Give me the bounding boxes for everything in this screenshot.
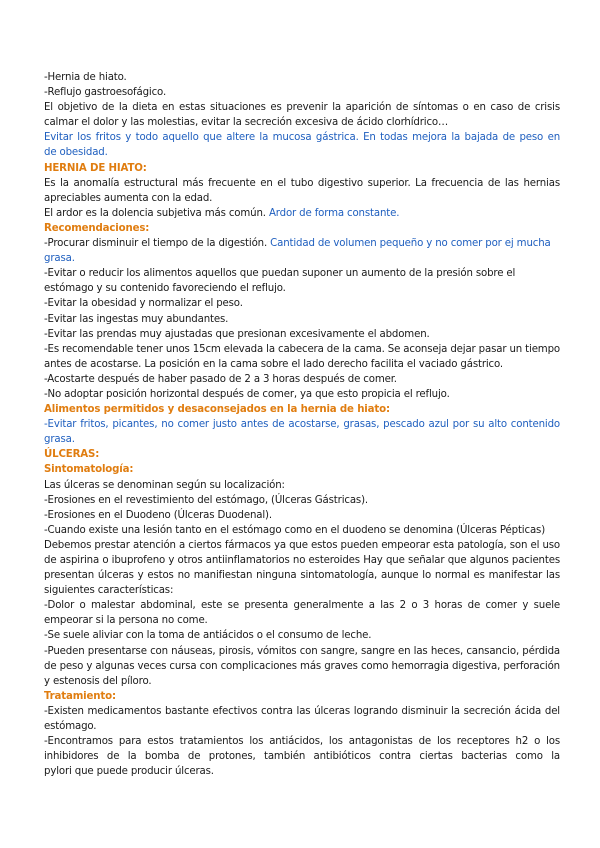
paragraph-line: Las úlceras se denominan según su localización: <box>44 479 285 491</box>
section-heading-alimentos: Alimentos permitidos y desaconsejados en la hernia de hiato: <box>44 404 390 416</box>
list-item: -Hernia de hiato. <box>44 72 127 83</box>
list-item-text: -Procurar disminuir el tiempo de la digestión. <box>44 238 268 250</box>
list-item: -Existen medicamentos bastante efectivos contra las úlceras logrando disminuir la secreción ácida del <box>44 705 560 717</box>
paragraph-line: Debemos prestar atención a ciertos fármacos ya que estos pueden empeorar esta patología, son el uso <box>44 539 560 551</box>
paragraph-line: de aspirina o ibuprofeno y otros antiinflamatorios no esteroides Hay que señalar que algunos pacientes <box>44 555 560 566</box>
paragraph-line: presentan úlceras y estos no manifiestan ninguna sintomatología, aunque lo normal es manifestar las <box>44 570 560 582</box>
list-item: -Evitar o reducir los alimentos aquellos que puedan suponer un aumento de la presión sobre el <box>44 268 516 280</box>
list-item: -Encontramos para estos tratamientos los antiácidos, los antagonistas de los receptores h2 o los <box>44 736 560 748</box>
paragraph-text: El ardor es la dolencia subjetiva más común. <box>44 207 266 219</box>
paragraph-line: calmar el dolor y las molestias, evitar la secreción excesiva de ácido clorhídrico… <box>44 117 449 129</box>
section-heading-recomendaciones: Recomendaciones: <box>44 222 150 234</box>
section-heading-hernia-de-hiato: HERNIA DE HIATO: <box>44 162 147 174</box>
list-item: y estenosis del píloro. <box>44 675 152 687</box>
list-item: -Acostarte después de haber pasado de 2 a 3 horas después de comer. <box>44 373 397 385</box>
list-item: pylori que puede producir úlceras. <box>44 766 214 778</box>
list-item: antes de acostarse. La posición en la cama sobre el lado derecho facilita el vaciado gástrico. <box>44 358 503 370</box>
list-item: empeorar si la persona no come. <box>44 615 208 627</box>
list-item: -Dolor o malestar abdominal, este se presenta generalmente a las 2 o 3 horas de comer y suele <box>44 600 560 612</box>
note-line: Evitar los fritos y todo aquello que altere la mucosa gástrica. En todas mejora la bajada de peso en <box>44 132 560 144</box>
list-item: -Reflujo gastroesofágico. <box>44 87 167 99</box>
note-line: grasa. <box>44 434 75 446</box>
note-line: -Evitar fritos, picantes, no comer justo antes de acostarse, grasas, pescado azul por su alto contenido <box>44 419 560 431</box>
paragraph-line: siguientes características: <box>44 585 174 597</box>
section-heading-tratamiento: Tratamiento: <box>44 690 116 702</box>
list-item: -Evitar las ingestas muy abundantes. <box>44 313 229 325</box>
paragraph-line: apreciables aumenta con la edad. <box>44 192 213 204</box>
note-text: Ardor de forma constante. <box>265 207 400 219</box>
document-page <box>44 70 560 779</box>
list-item: de peso y algunas veces cursa con complicaciones más graves como hemorragia digestiva, perforación <box>44 660 560 672</box>
note-text: Cantidad de volumen pequeño y no comer por ej mucha <box>267 238 551 250</box>
list-item: -Erosiones en el revestimiento del estómago, (Úlceras Gástricas). <box>44 494 368 506</box>
paragraph-line <box>44 206 560 221</box>
section-heading-ulceras: ÚLCERAS: <box>44 449 100 461</box>
paragraph-line: Es la anomalía estructural más frecuente en el tubo digestivo superior. La frecuencia de las hernias <box>44 177 560 189</box>
list-item: inhibidores de la bomba de protones, también antibióticos contra ciertas bacterias como la <box>44 751 560 763</box>
list-item: -Evitar las prendas muy ajustadas que presionan excesivamente el abdomen. <box>44 328 430 340</box>
note-line: de obesidad. <box>44 147 108 159</box>
list-item: estómago y su contenido favoreciendo el reflujo. <box>44 283 286 295</box>
list-item: -Erosiones en el Duodeno (Úlceras Duodenal). <box>44 509 272 521</box>
paragraph-line: El objetivo de la dieta en estas situaciones es prevenir la aparición de síntomas o en caso de crisis <box>44 102 560 114</box>
list-item: -Es recomendable tener unos 15cm elevada la cabecera de la cama. Se aconseja dejar pasar un tiempo <box>44 343 560 355</box>
subheading-sintomatologia: Sintomatología: <box>44 464 134 476</box>
list-item: -No adoptar posición horizontal después de comer, ya que esto propicia el reflujo. <box>44 388 450 400</box>
note-line: grasa. <box>44 253 75 265</box>
list-item: -Se suele aliviar con la toma de antiácidos o el consumo de leche. <box>44 630 372 642</box>
list-item: estómago. <box>44 721 97 733</box>
list-item: -Pueden presentarse con náuseas, pirosis, vómitos con sangre, sangre en las heces, cansancio, pérdida <box>44 645 560 657</box>
list-item: -Cuando existe una lesión tanto en el estómago como en el duodeno se denomina (Úlceras Pépticas) <box>44 524 546 536</box>
list-item: -Evitar la obesidad y normalizar el peso. <box>44 298 243 310</box>
list-item <box>44 236 560 251</box>
